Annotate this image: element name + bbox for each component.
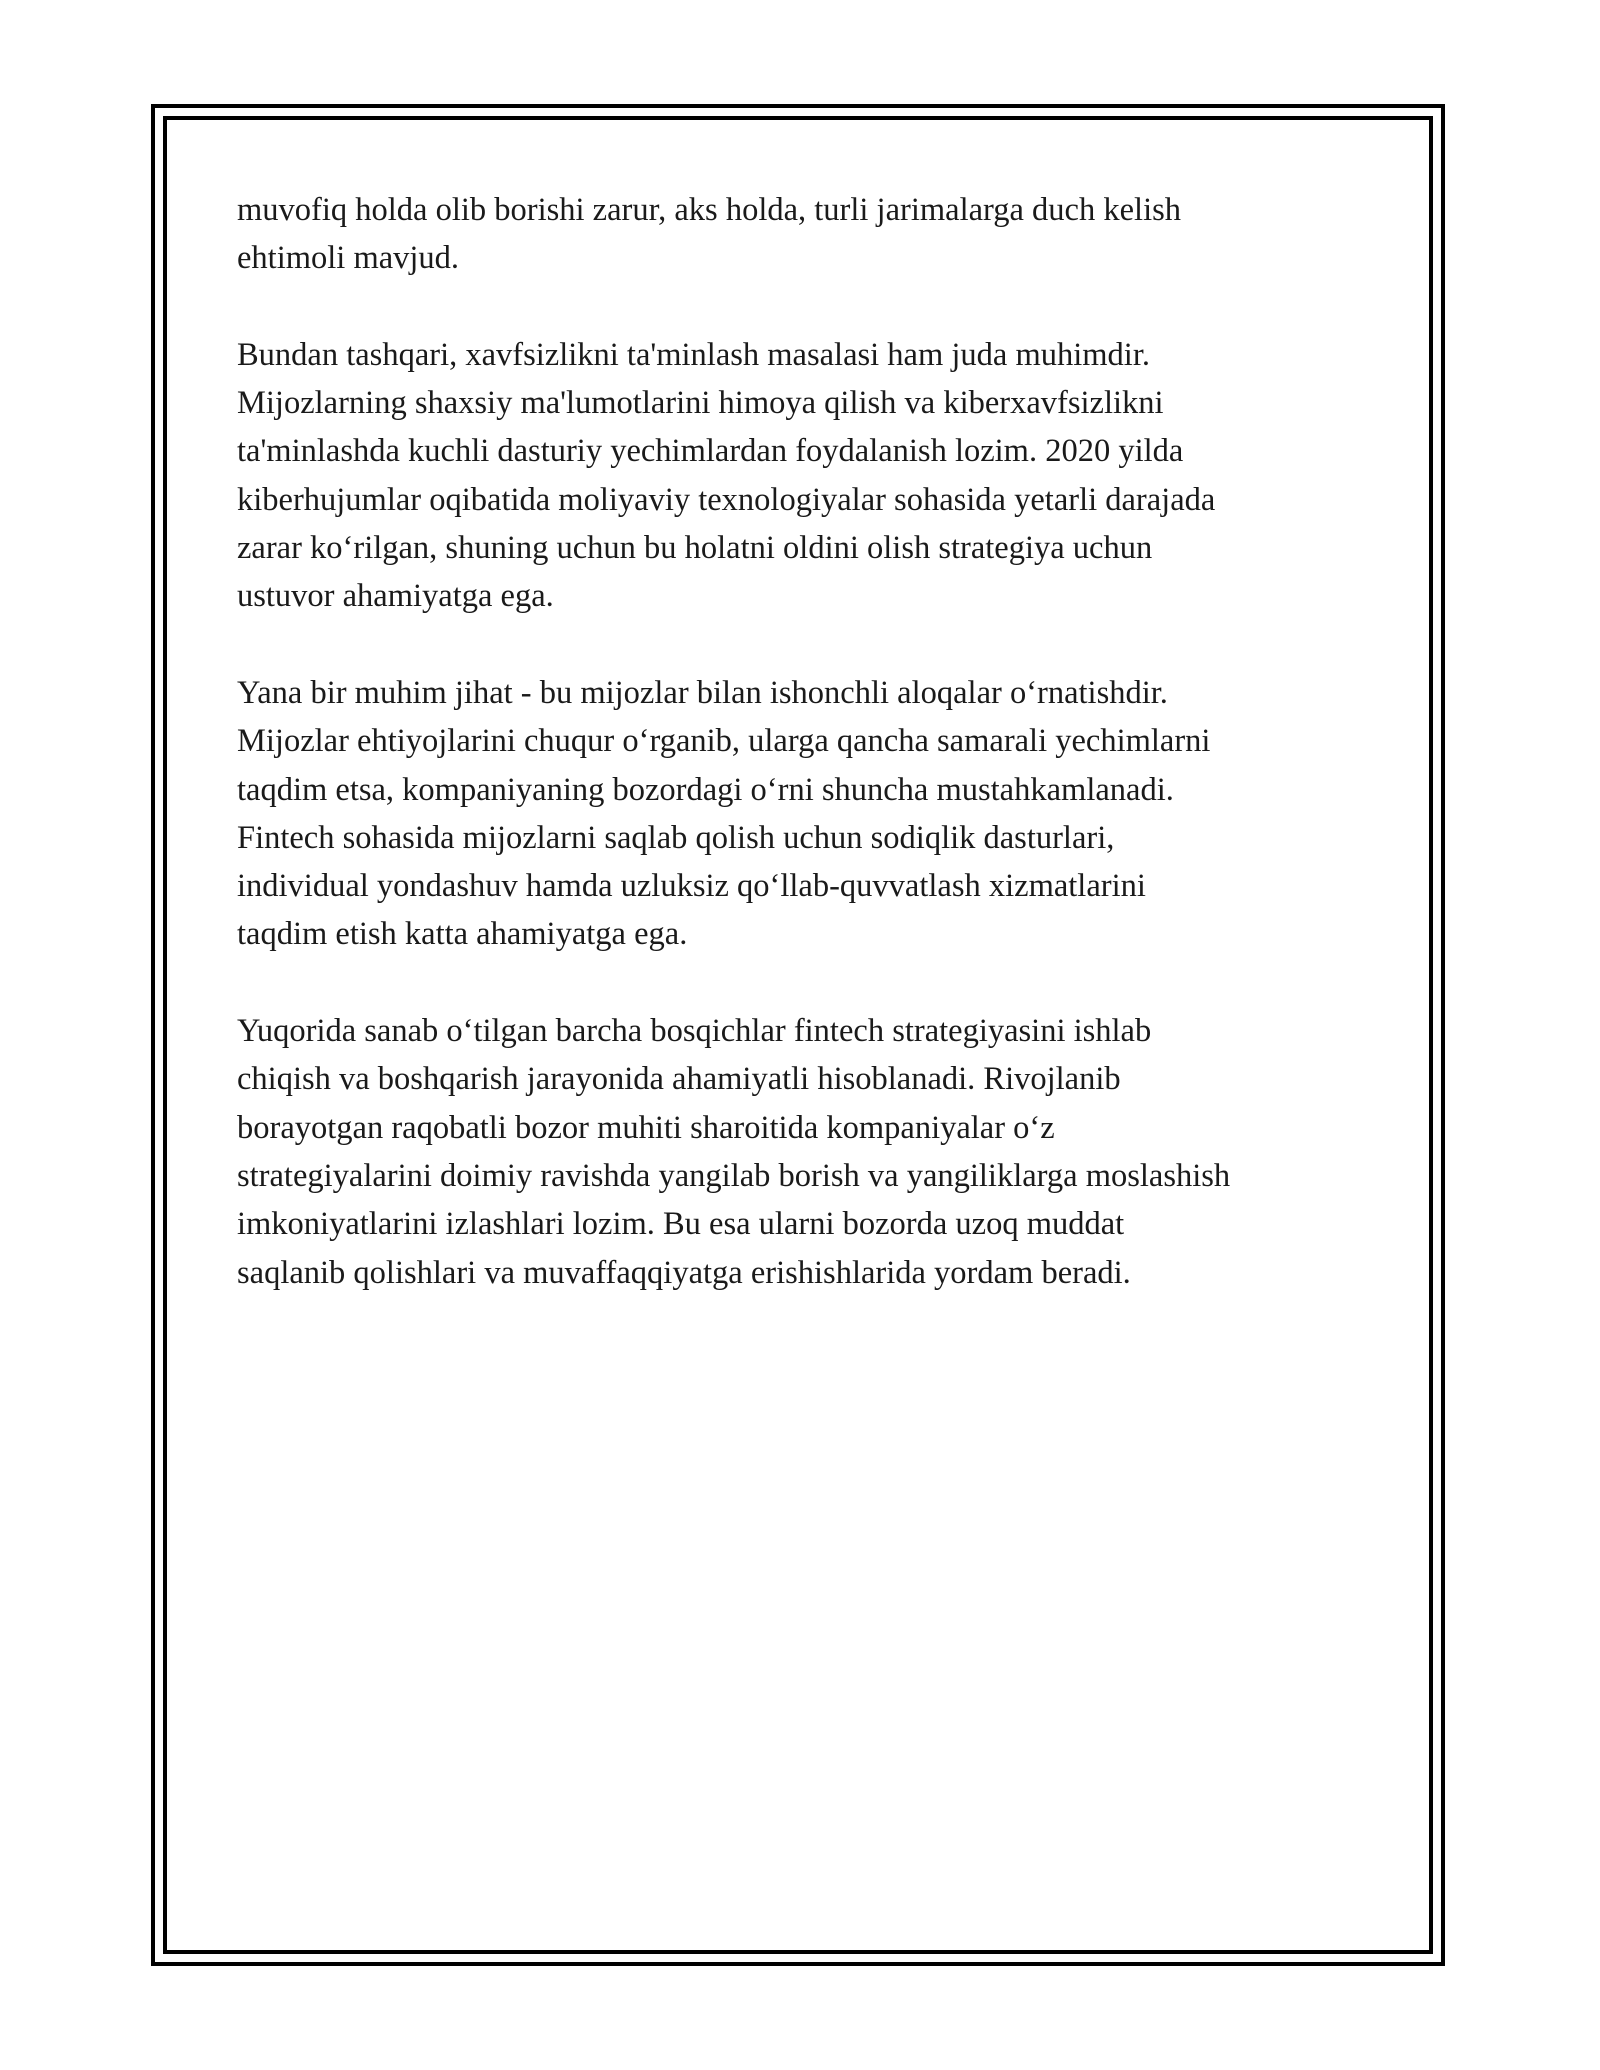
paragraph: Bundan tashqari, xavfsizlikni ta'minlash masalasi ham juda muhimdir. Mijozlarning shaxsiy ma'lumotlarini himoya qilish va kiberxavfsizlikni ta'minlashda kuchli dasturiy yechimlardan foydalanish lozim. 2020 yilda kiberhujumlar oqibatida moliyaviy texnologiyalar sohasida yetarli darajada zarar ko‘rilgan, shuning uchun bu holatni oldini olish strategiya uchun ustuvor ahamiyatga ega. [237, 336, 1216, 615]
document-body [237, 186, 1377, 1345]
paragraph: muvofiq holda olib borishi zarur, aks holda, turli jarimalarga duch kelish ehtimoli mavjud. [237, 192, 1181, 277]
paragraph: Yana bir muhim jihat - bu mijozlar bilan ishonchli aloqalar o‘rnatishdir. Mijozlar ehtiyojlarini chuqur o‘rganib, ularga qancha samarali yechimlarni taqdim etsa, kompaniyaning bozordagi o‘rni shuncha mustahkamlanadi. Fintech sohasida mijozlarni saqlab qolish uchun sodiqlik dasturlari, individual yondashuv hamda uzluksiz qo‘llab-quvvatlash xizmatlarini taqdim etish katta ahamiyatga ega. [237, 674, 1211, 953]
paragraph: Yuqorida sanab o‘tilgan barcha bosqichlar fintech strategiyasini ishlab chiqish va boshqarish jarayonida ahamiyatli hisoblanadi. Rivojlanib borayotgan raqobatli bozor muhiti sharoitida kompaniyalar o‘z strategiyalarini doimiy ravishda yangilab borish va yangiliklarga moslashish imkoniyatlarini izlashlari lozim. Bu esa ularni bozorda uzoq muddat saqlanib qolishlari va muvaffaqqiyatga erishishlarida yordam beradi. [237, 1013, 1231, 1291]
